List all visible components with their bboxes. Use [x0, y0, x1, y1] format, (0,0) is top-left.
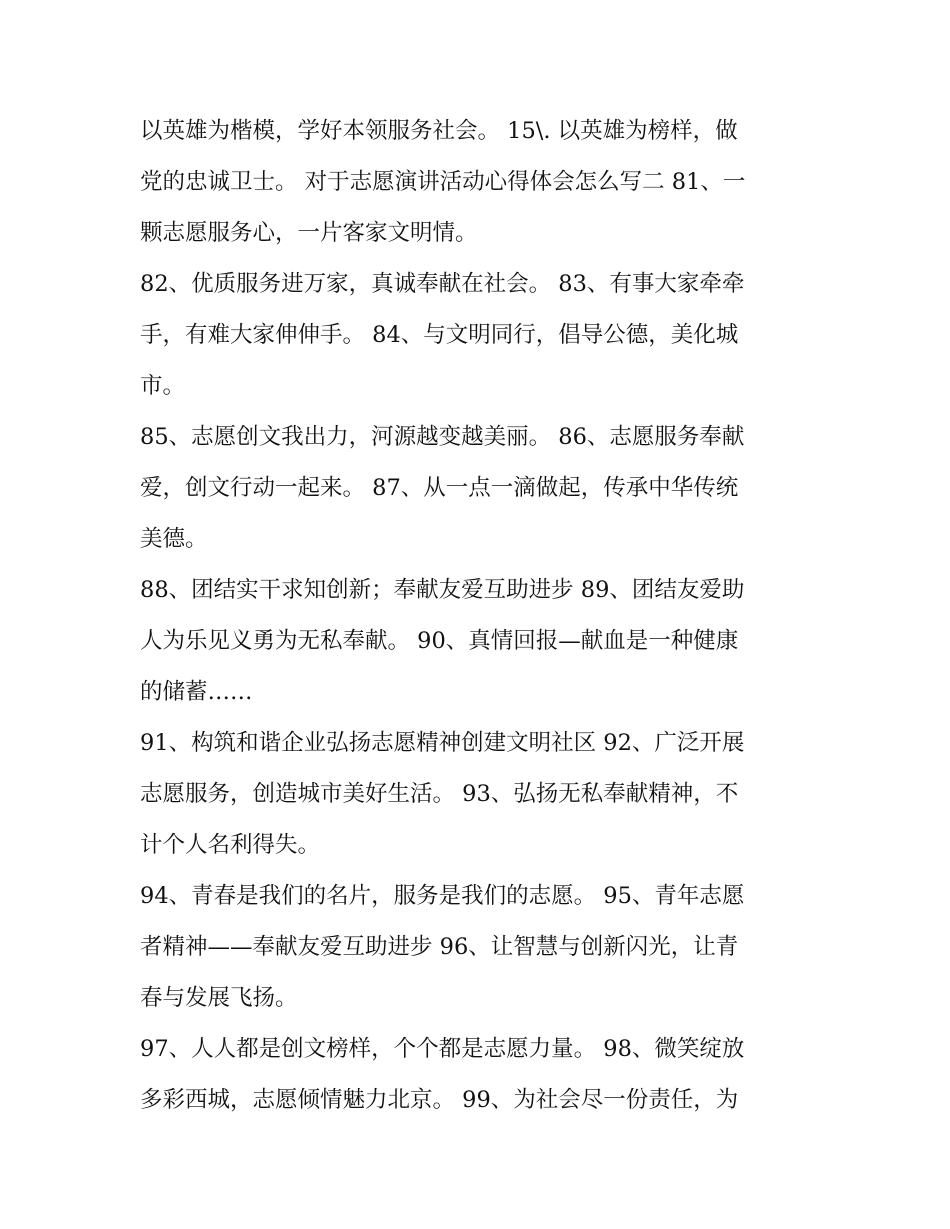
- text-line: 市。: [140, 373, 186, 399]
- text-line: 美德。: [140, 526, 208, 552]
- text-line: 春与发展飞扬。: [140, 985, 298, 1011]
- text-line: 志愿服务，创造城市美好生活。 93、弘扬无私奉献精神，不: [140, 781, 739, 807]
- text-line: 党的忠诚卫士。 对于志愿演讲活动心得体会怎么写二 81、一: [140, 169, 746, 195]
- text-line: 计个人名利得失。: [140, 832, 321, 858]
- text-line: 97、人人都是创文榜样，个个都是志愿力量。 98、微笑绽放: [140, 1036, 745, 1062]
- text-line: 85、志愿创文我出力，河源越变越美丽。 86、志愿服务奉献: [140, 424, 745, 450]
- text-line: 以英雄为楷模，学好本领服务社会。 15\. 以英雄为榜样，做: [140, 118, 738, 144]
- text-line: 91、构筑和谐企业弘扬志愿精神创建文明社区 92、广泛开展: [140, 730, 745, 756]
- text-line: 82、优质服务进万家，真诚奉献在社会。 83、有事大家牵牵: [140, 271, 745, 297]
- text-line: 手，有难大家伸伸手。 84、与文明同行，倡导公德，美化城: [140, 322, 739, 348]
- text-line: 人为乐见义勇为无私奉献。 90、真情回报—献血是一种健康: [140, 628, 739, 654]
- text-line: 多彩西城，志愿倾情魅力北京。 99、为社会尽一份责任，为: [140, 1087, 739, 1113]
- text-line: 的储蓄……: [140, 679, 253, 705]
- document-body: [140, 106, 800, 1126]
- text-line: 颗志愿服务心，一片客家文明情。: [140, 220, 478, 246]
- text-line: 者精神——奉献友爱互助进步 96、让智慧与创新闪光，让青: [140, 934, 739, 960]
- text-line: 88、团结实干求知创新；奉献友爱互助进步 89、团结友爱助: [140, 577, 745, 603]
- text-line: 爱，创文行动一起来。 87、从一点一滴做起，传承中华传统: [140, 475, 739, 501]
- text-line: 94、青春是我们的名片，服务是我们的志愿。 95、青年志愿: [140, 883, 745, 909]
